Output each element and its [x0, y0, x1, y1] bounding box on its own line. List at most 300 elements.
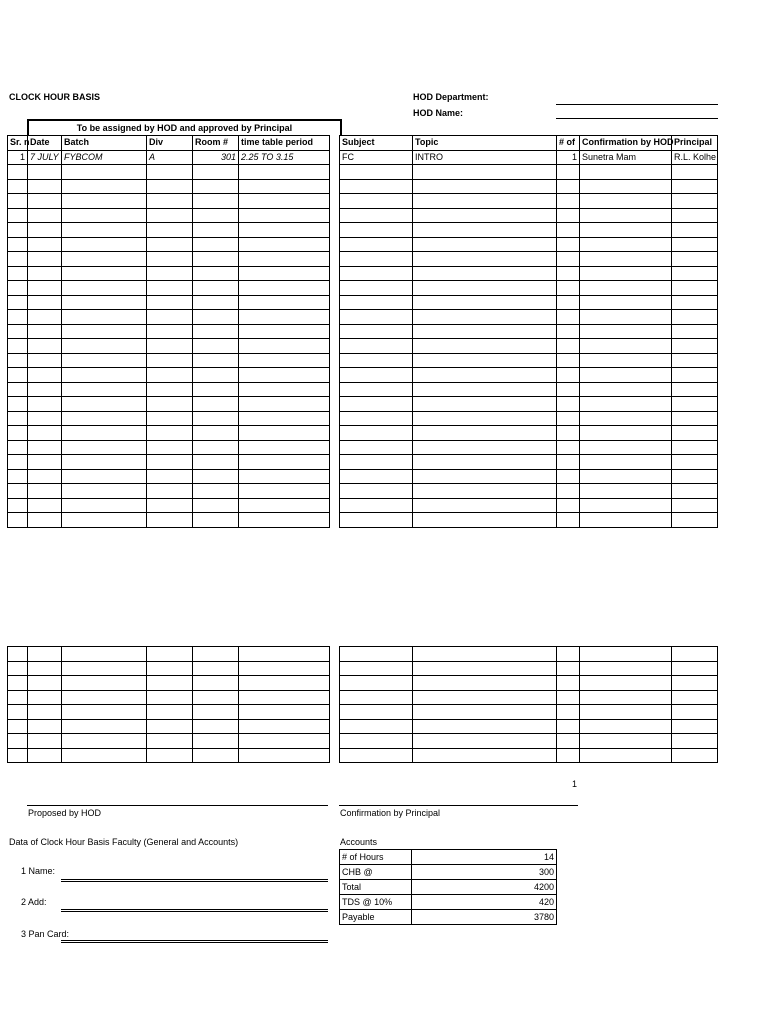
table-cell — [672, 498, 718, 513]
table-row — [340, 368, 718, 383]
table-cell — [340, 647, 413, 662]
column-header: # of — [557, 136, 580, 151]
table-cell — [672, 281, 718, 296]
table-cell — [672, 339, 718, 354]
table-cell — [62, 705, 147, 720]
column-header: time table period — [239, 136, 330, 151]
table-row — [8, 353, 330, 368]
table-cell — [8, 295, 28, 310]
table-cell — [340, 324, 413, 339]
table-row — [8, 281, 330, 296]
accounts-value: 4200 — [412, 880, 557, 895]
table-row — [8, 748, 330, 763]
table-row — [340, 353, 718, 368]
table-cell — [193, 469, 239, 484]
table-cell — [8, 397, 28, 412]
table-cell — [413, 411, 557, 426]
table-cell — [580, 397, 672, 412]
table-cell — [580, 353, 672, 368]
schedule-table-right — [339, 135, 718, 528]
table-cell — [672, 411, 718, 426]
table-cell — [193, 440, 239, 455]
table-cell — [413, 397, 557, 412]
hod-department-line — [556, 104, 718, 105]
table-cell — [193, 353, 239, 368]
table-cell — [8, 353, 28, 368]
table-cell — [62, 397, 147, 412]
accounts-row — [340, 850, 557, 865]
table-cell — [580, 719, 672, 734]
table-cell — [193, 676, 239, 691]
table-row — [8, 252, 330, 267]
table-cell — [62, 661, 147, 676]
table-cell — [672, 734, 718, 749]
table-cell — [672, 208, 718, 223]
table-cell — [580, 469, 672, 484]
table-cell — [193, 310, 239, 325]
table-cell: R.L. Kolhe — [672, 150, 718, 165]
table-row — [8, 179, 330, 194]
table-row — [8, 382, 330, 397]
table-cell — [147, 310, 193, 325]
table-row — [8, 266, 330, 281]
table-cell — [580, 705, 672, 720]
table-cell — [62, 719, 147, 734]
table-cell — [147, 208, 193, 223]
table-row — [340, 165, 718, 180]
table-cell — [672, 397, 718, 412]
table-cell — [413, 469, 557, 484]
table-cell — [340, 484, 413, 499]
table-cell — [8, 368, 28, 383]
table-row — [340, 676, 718, 691]
accounts-label: TDS @ 10% — [340, 895, 412, 910]
table-cell — [62, 223, 147, 238]
table-cell — [239, 310, 330, 325]
table-cell — [340, 310, 413, 325]
table-cell — [580, 237, 672, 252]
table-cell — [62, 426, 147, 441]
table-cell — [340, 382, 413, 397]
table-cell — [340, 339, 413, 354]
accounts-row — [340, 910, 557, 925]
table-cell — [413, 252, 557, 267]
table-cell — [239, 498, 330, 513]
table-cell — [28, 295, 62, 310]
table-cell — [672, 237, 718, 252]
table-cell: FYBCOM — [62, 150, 147, 165]
table-cell — [28, 690, 62, 705]
table-cell — [193, 411, 239, 426]
table-row — [340, 397, 718, 412]
table-cell — [580, 252, 672, 267]
table-cell — [239, 165, 330, 180]
table-cell — [340, 498, 413, 513]
table-row — [8, 324, 330, 339]
table-cell — [62, 310, 147, 325]
table-cell — [413, 324, 557, 339]
table-cell: A — [147, 150, 193, 165]
table-cell — [672, 455, 718, 470]
table-cell — [193, 690, 239, 705]
table-row — [8, 411, 330, 426]
table-cell — [672, 705, 718, 720]
table-cell — [28, 719, 62, 734]
table-cell — [557, 690, 580, 705]
table-cell — [62, 676, 147, 691]
table-cell — [147, 266, 193, 281]
table-cell — [557, 252, 580, 267]
accounts-heading: Accounts — [340, 837, 378, 847]
table-cell — [672, 440, 718, 455]
table-cell — [557, 748, 580, 763]
table-cell — [580, 513, 672, 528]
table-cell — [8, 455, 28, 470]
name-field-label: 1 Name: — [21, 866, 56, 876]
faculty-heading: Data of Clock Hour Basis Faculty (General and Accounts) — [9, 837, 239, 847]
table-row — [340, 295, 718, 310]
table-cell — [147, 223, 193, 238]
table-cell — [557, 469, 580, 484]
table-cell — [557, 705, 580, 720]
table-cell — [147, 194, 193, 209]
table-cell — [193, 252, 239, 267]
table-cell — [28, 310, 62, 325]
table-cell — [413, 194, 557, 209]
name-field-line — [61, 879, 328, 882]
table-cell — [413, 165, 557, 180]
table-cell — [672, 748, 718, 763]
table-cell — [580, 440, 672, 455]
table-cell — [8, 705, 28, 720]
table-cell — [62, 324, 147, 339]
table-cell — [239, 324, 330, 339]
table-cell — [413, 368, 557, 383]
table-row — [340, 748, 718, 763]
table-cell — [8, 440, 28, 455]
table-cell — [193, 455, 239, 470]
table-cell — [580, 411, 672, 426]
table-cell — [239, 223, 330, 238]
table-cell — [147, 426, 193, 441]
table-cell — [580, 368, 672, 383]
table-cell — [193, 208, 239, 223]
table-row — [340, 440, 718, 455]
table-cell — [672, 661, 718, 676]
table-cell — [62, 179, 147, 194]
table-cell — [557, 295, 580, 310]
page-number: 1 — [572, 779, 578, 789]
table-cell — [62, 266, 147, 281]
table-cell — [413, 661, 557, 676]
table-cell — [193, 179, 239, 194]
table-cell — [193, 281, 239, 296]
table-cell — [147, 647, 193, 662]
accounts-label: Total — [340, 880, 412, 895]
table-cell — [340, 179, 413, 194]
table-cell — [193, 237, 239, 252]
column-header: Subject — [340, 136, 413, 151]
table-row — [8, 295, 330, 310]
table-cell — [340, 513, 413, 528]
table-cell — [8, 411, 28, 426]
table-cell — [340, 281, 413, 296]
table-cell — [557, 513, 580, 528]
table-row — [8, 150, 330, 165]
table-cell — [672, 469, 718, 484]
table-cell — [413, 705, 557, 720]
table-cell — [147, 705, 193, 720]
table-cell — [62, 208, 147, 223]
accounts-value: 300 — [412, 865, 557, 880]
table-cell — [413, 310, 557, 325]
table-cell — [62, 440, 147, 455]
table-cell — [672, 426, 718, 441]
confirmation-signature-line — [339, 805, 578, 806]
proposed-by-label: Proposed by HOD — [28, 808, 102, 818]
table-cell — [62, 339, 147, 354]
table-cell — [193, 705, 239, 720]
table-row — [340, 661, 718, 676]
table-cell — [580, 165, 672, 180]
confirmation-by-label: Confirmation by Principal — [340, 808, 441, 818]
table-cell — [147, 455, 193, 470]
table-cell — [340, 748, 413, 763]
table-cell — [147, 440, 193, 455]
table-cell — [193, 647, 239, 662]
table-row — [340, 281, 718, 296]
table-row — [340, 266, 718, 281]
table-cell — [557, 484, 580, 499]
table-row — [340, 252, 718, 267]
table-cell — [340, 676, 413, 691]
table-cell — [239, 734, 330, 749]
table-cell — [8, 426, 28, 441]
table-cell — [147, 411, 193, 426]
table-row — [340, 469, 718, 484]
table-cell: 1 — [557, 150, 580, 165]
table-cell — [8, 498, 28, 513]
table-cell — [62, 411, 147, 426]
table-cell — [557, 647, 580, 662]
table-row — [340, 426, 718, 441]
table-cell — [413, 440, 557, 455]
table-cell — [147, 719, 193, 734]
table-cell — [413, 734, 557, 749]
table-cell — [340, 266, 413, 281]
table-cell — [28, 440, 62, 455]
continuation-table-left — [7, 646, 330, 763]
table-row — [340, 208, 718, 223]
table-cell — [8, 281, 28, 296]
column-header: Topic — [413, 136, 557, 151]
table-row — [340, 734, 718, 749]
table-cell — [62, 647, 147, 662]
accounts-row — [340, 895, 557, 910]
table-cell — [8, 676, 28, 691]
column-header: Principal — [672, 136, 718, 151]
table-cell — [28, 647, 62, 662]
table-cell — [557, 281, 580, 296]
table-cell — [8, 469, 28, 484]
table-row — [8, 368, 330, 383]
table-cell — [413, 382, 557, 397]
table-cell — [239, 179, 330, 194]
table-cell — [8, 237, 28, 252]
table-row — [8, 705, 330, 720]
address-field-label: 2 Add: — [21, 897, 47, 907]
table-cell — [28, 426, 62, 441]
table-cell — [557, 165, 580, 180]
table-row — [8, 339, 330, 354]
table-cell — [62, 194, 147, 209]
table-cell — [557, 266, 580, 281]
table-cell — [28, 368, 62, 383]
accounts-label: Payable — [340, 910, 412, 925]
table-cell — [28, 748, 62, 763]
table-cell — [28, 676, 62, 691]
table-cell — [147, 690, 193, 705]
table-cell — [340, 194, 413, 209]
table-cell — [147, 734, 193, 749]
table-cell: 301 — [193, 150, 239, 165]
pan-card-field-line — [61, 940, 328, 943]
table-row — [340, 498, 718, 513]
table-cell — [193, 194, 239, 209]
proposed-signature-line — [27, 805, 328, 806]
table-cell — [8, 179, 28, 194]
table-row — [8, 690, 330, 705]
table-row — [340, 647, 718, 662]
table-cell — [28, 237, 62, 252]
table-row — [340, 382, 718, 397]
table-cell — [239, 484, 330, 499]
table-cell — [672, 382, 718, 397]
table-cell — [340, 208, 413, 223]
table-cell — [580, 734, 672, 749]
table-cell — [580, 690, 672, 705]
table-cell — [580, 676, 672, 691]
table-cell — [340, 252, 413, 267]
table-cell — [8, 719, 28, 734]
table-row — [340, 513, 718, 528]
table-row — [8, 397, 330, 412]
accounts-row — [340, 880, 557, 895]
table-cell — [239, 237, 330, 252]
accounts-label: # of Hours — [340, 850, 412, 865]
table-cell — [557, 661, 580, 676]
table-row — [8, 455, 330, 470]
table-cell — [340, 455, 413, 470]
table-cell — [193, 498, 239, 513]
table-row — [340, 150, 718, 165]
hod-name-line — [556, 118, 718, 119]
table-cell — [28, 252, 62, 267]
table-cell — [580, 498, 672, 513]
table-cell — [239, 748, 330, 763]
table-cell — [557, 339, 580, 354]
continuation-table-right — [339, 646, 718, 763]
table-cell — [239, 281, 330, 296]
table-row — [340, 237, 718, 252]
accounts-value: 420 — [412, 895, 557, 910]
table-cell — [62, 455, 147, 470]
table-row — [340, 411, 718, 426]
table-cell — [413, 353, 557, 368]
table-cell — [62, 382, 147, 397]
table-cell — [147, 748, 193, 763]
table-cell — [147, 382, 193, 397]
table-cell — [8, 382, 28, 397]
table-row — [8, 484, 330, 499]
table-cell — [62, 368, 147, 383]
table-cell — [62, 513, 147, 528]
table-cell — [239, 368, 330, 383]
table-cell — [239, 469, 330, 484]
table-cell — [8, 324, 28, 339]
table-cell — [580, 661, 672, 676]
table-cell — [672, 165, 718, 180]
table-cell — [580, 194, 672, 209]
table-cell — [28, 281, 62, 296]
column-header: Date — [28, 136, 62, 151]
table-cell — [672, 513, 718, 528]
table-row — [8, 310, 330, 325]
table-cell — [340, 734, 413, 749]
table-cell — [147, 179, 193, 194]
table-cell — [672, 719, 718, 734]
table-row — [8, 237, 330, 252]
table-cell — [28, 223, 62, 238]
table-cell — [340, 440, 413, 455]
table-cell — [239, 411, 330, 426]
table-cell — [413, 266, 557, 281]
table-cell — [557, 719, 580, 734]
table-cell — [340, 426, 413, 441]
table-cell — [672, 353, 718, 368]
table-cell — [147, 165, 193, 180]
table-cell — [193, 513, 239, 528]
table-cell — [239, 426, 330, 441]
table-row — [340, 223, 718, 238]
table-cell: 1 — [8, 150, 28, 165]
table-row — [8, 440, 330, 455]
table-cell — [193, 165, 239, 180]
table-cell — [28, 498, 62, 513]
hod-name-label: HOD Name: — [413, 108, 464, 118]
table-cell — [62, 690, 147, 705]
table-cell — [672, 324, 718, 339]
table-cell — [8, 690, 28, 705]
table-cell — [672, 295, 718, 310]
table-cell — [147, 281, 193, 296]
table-cell — [580, 295, 672, 310]
table-cell — [8, 484, 28, 499]
table-cell — [413, 513, 557, 528]
table-cell — [28, 194, 62, 209]
table-cell — [580, 455, 672, 470]
table-cell — [239, 252, 330, 267]
table-cell — [239, 295, 330, 310]
table-cell — [672, 647, 718, 662]
table-cell — [8, 734, 28, 749]
table-cell — [672, 310, 718, 325]
table-row — [340, 455, 718, 470]
table-cell — [193, 719, 239, 734]
table-cell — [147, 237, 193, 252]
table-cell — [413, 223, 557, 238]
table-cell — [557, 676, 580, 691]
